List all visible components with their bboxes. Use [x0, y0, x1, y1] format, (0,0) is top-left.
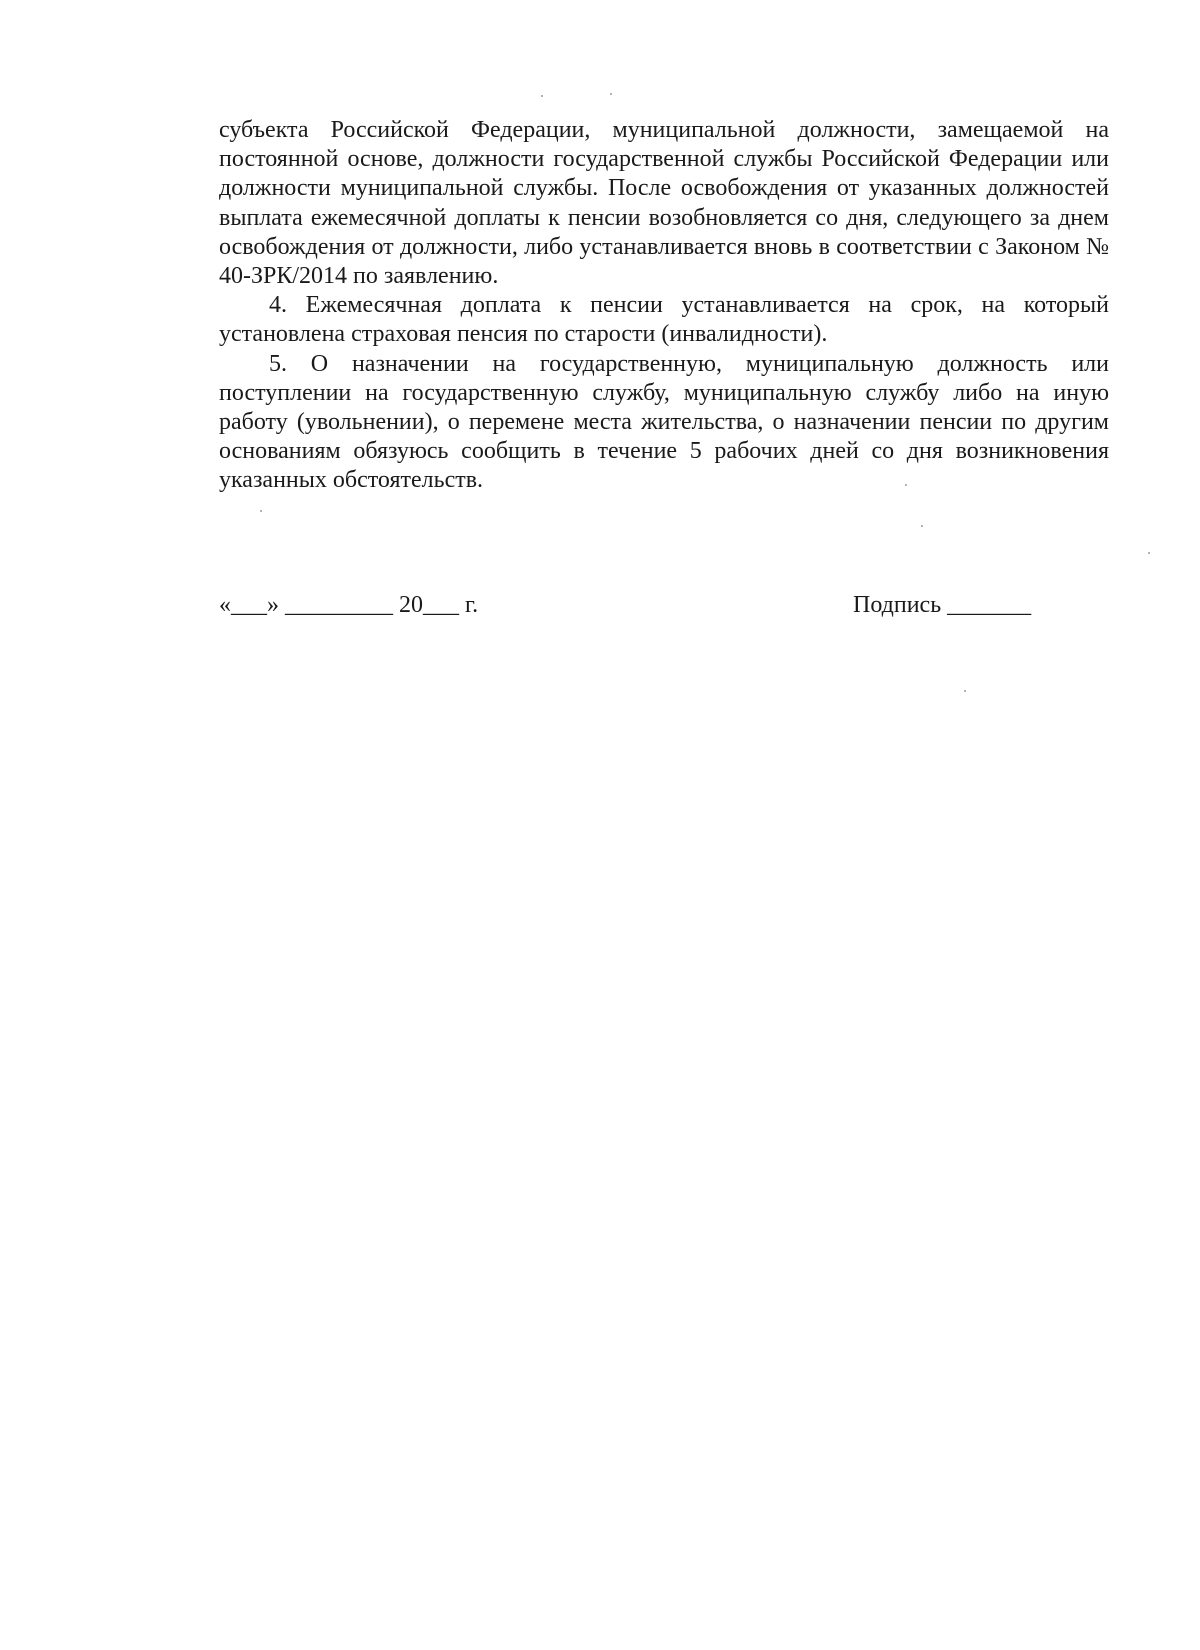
document-body [219, 116, 1109, 496]
scan-speck [905, 484, 907, 486]
scan-speck [1148, 552, 1150, 554]
signature-row [219, 590, 1109, 630]
scan-speck [964, 690, 966, 692]
paragraph-item-5: 5. О назначении на государственную, муниципальную должность или поступлении на государственную службу, муниципальную службу либо на иную работу (увольнении), о перемене места жительства, о назначении пенсии по другим основаниям обязуюсь сообщить в течение 5 рабочих дней со дня возникновения указанных обстоятельств. [219, 350, 1109, 494]
scan-speck [260, 510, 262, 512]
paragraph-continuation: субъекта Российской Федерации, муниципальной должности, замещаемой на постоянной основе, должности государственной службы Российской Федерации или должности муниципальной службы. После освобождения от указанных должностей выплата ежемесячной доплаты к пенсии возобновляется со дня, следующего за днем освобождения от должности, либо устанавливается вновь в соответствии с Законом № 40-ЗРК/2014 по заявлению. [219, 117, 1109, 290]
date-field: «___» _________ 20___ г. [219, 592, 479, 618]
scan-speck [921, 525, 923, 527]
scan-speck [610, 93, 612, 95]
signature-field: Подпись _______ [853, 592, 1032, 618]
paragraph-item-4: 4. Ежемесячная доплата к пенсии устанавливается на срок, на который установлена страховая пенсия по старости (инвалидности). [219, 292, 1109, 348]
scan-speck [541, 95, 543, 97]
